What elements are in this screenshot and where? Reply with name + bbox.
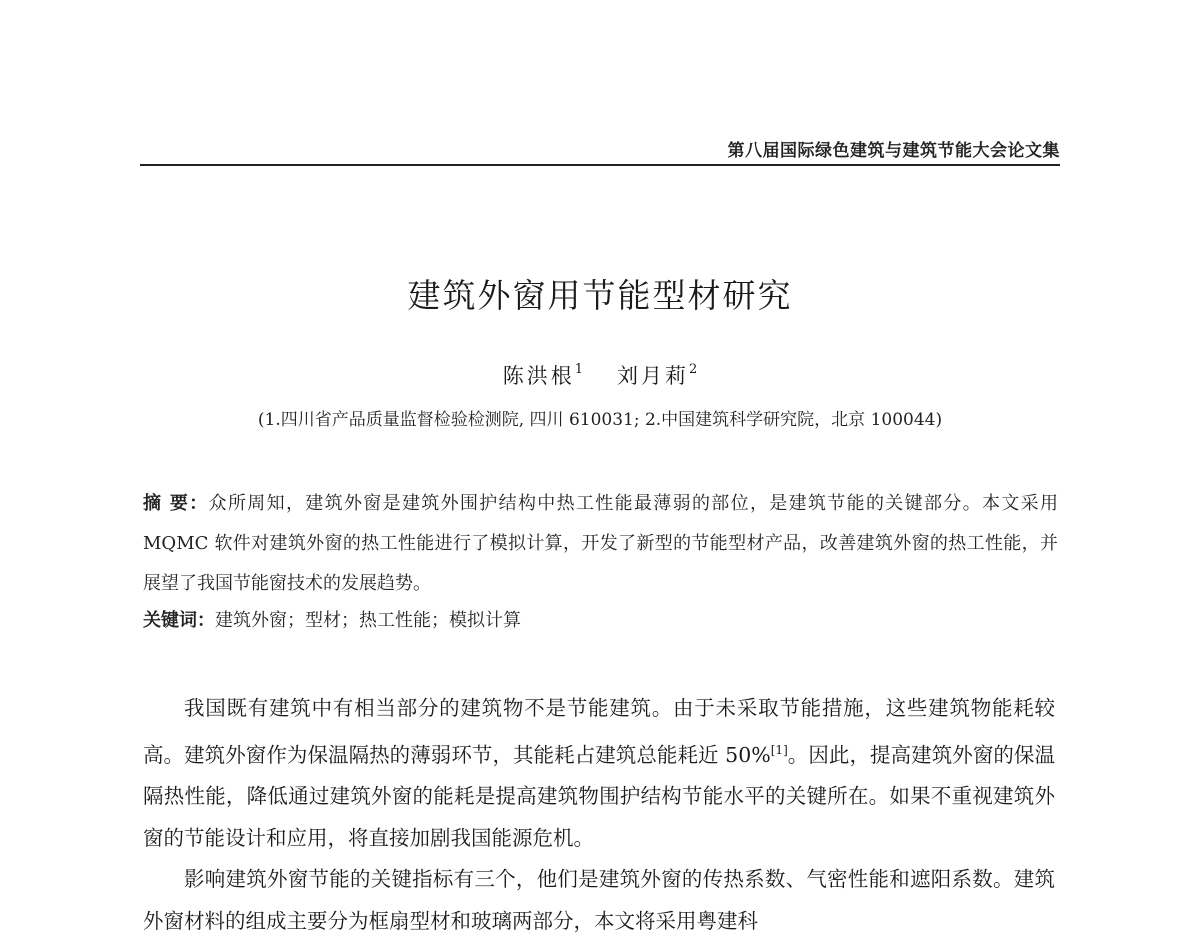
body-text <box>143 688 1055 942</box>
citation-ref: [1] <box>770 742 788 757</box>
body-paragraph <box>143 688 1055 859</box>
body-paragraph: 影响建筑外窗节能的关键指标有三个，他们是建筑外窗的传热系数、气密性能和遮阳系数。建筑外窗材料的组成主要分为框扇型材和玻璃两部分，本文将采用粤建科 <box>143 867 1055 933</box>
keywords-text: 建筑外窗；型材；热工性能；模拟计算 <box>215 610 521 631</box>
proceedings-title: 第八届国际绿色建筑与建筑节能大会论文集 <box>727 141 1060 161</box>
body-paragraph-text: 我国既有建筑中有相当部分的建筑物不是节能建筑。由于未采取节能措施，这些建筑物能耗较高。建筑外窗作为保温隔热的薄弱环节，其能耗占建筑总能耗近 50% <box>143 696 1055 767</box>
keywords-label: 关键词： <box>143 610 215 631</box>
author-list <box>0 360 1200 390</box>
author-affil-ref: 2 <box>689 362 698 377</box>
abstract-label: 摘 要： <box>143 493 209 514</box>
author-affiliation: (1.四川省产品质量监督检验检测院, 四川 610031; 2.中国建筑科学研究院，北京 100044) <box>257 410 943 430</box>
author-name: 刘月莉 <box>617 364 689 388</box>
abstract-text: 众所周知，建筑外窗是建筑外围护结构中热工性能最薄弱的部位，是建筑节能的关键部分。本文采用 MQMC 软件对建筑外窗的热工性能进行了模拟计算，开发了新型的节能型材产品，改善建筑外窗的热工性能，并展望了我国节能窗技术的发展趋势。 <box>143 493 1058 594</box>
paper-title: 建筑外窗用节能型材研究 <box>407 276 793 315</box>
abstract <box>143 484 1058 604</box>
keywords <box>143 606 1058 632</box>
running-header <box>140 136 1060 166</box>
author-name: 陈洪根 <box>502 364 575 388</box>
author-affil-ref: 1 <box>574 362 583 377</box>
body-paragraph-text: 。因此，提高建筑外窗的保温隔热性能，降低通过建筑外窗的能耗是提高建筑物围护结构节能水平的关键所在。如果不重视建筑外窗的节能设计和应用，将直接加剧我国能源危机。 <box>143 742 1055 850</box>
